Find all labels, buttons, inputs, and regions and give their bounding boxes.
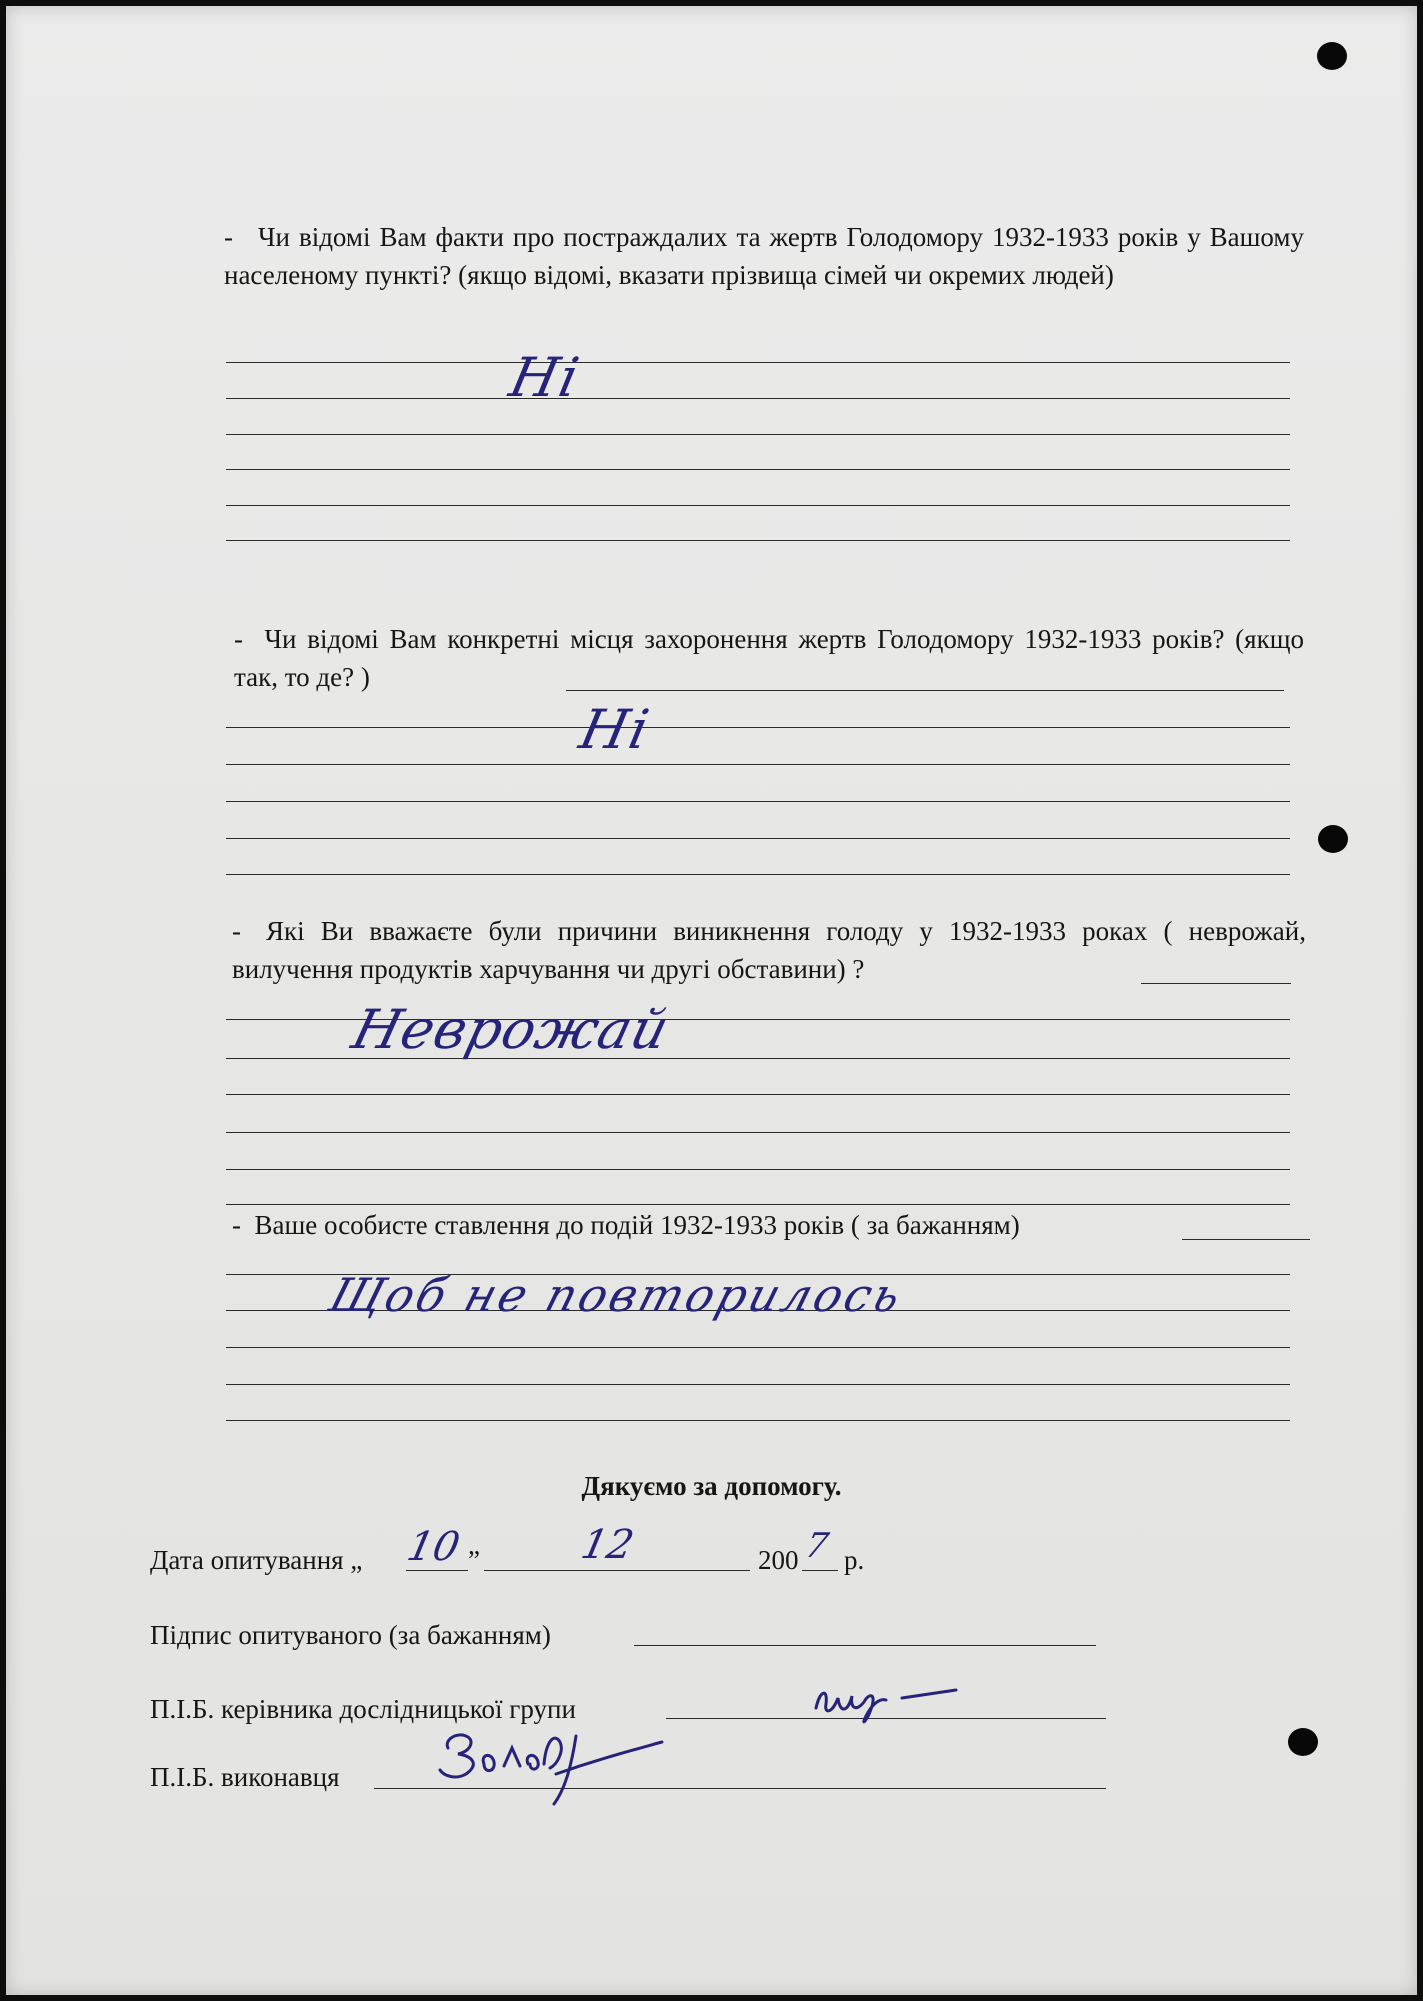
year-digit: 7 bbox=[801, 1526, 832, 1566]
question-1-text: Чи відомі Вам факти про постраждалих та жертв Голодомору 1932-1933 років у Вашому населеному пункті? (якщо відомі, вказати прізвища сімей чи окремих людей) bbox=[224, 222, 1304, 290]
answer-line bbox=[1182, 1239, 1310, 1240]
answer-line bbox=[226, 1169, 1290, 1170]
answer-line bbox=[226, 874, 1290, 875]
punch-hole bbox=[1318, 825, 1348, 853]
respondent-signature-line bbox=[634, 1645, 1096, 1646]
respondent-signature-label: Підпис опитуваного (за бажанням) bbox=[150, 1620, 551, 1650]
executor-label: П.І.Б. виконавця bbox=[150, 1762, 340, 1792]
open-quote: „ bbox=[350, 1545, 363, 1575]
group-leader-signature bbox=[806, 1668, 976, 1738]
answer-line bbox=[226, 838, 1290, 839]
executor-signature bbox=[426, 1712, 676, 1812]
year-line bbox=[802, 1570, 838, 1571]
answer-line bbox=[226, 398, 1290, 399]
answer-line bbox=[226, 1204, 1290, 1205]
question-3 bbox=[232, 912, 1306, 988]
question-1 bbox=[224, 218, 1304, 294]
questionnaire-page bbox=[6, 6, 1417, 1995]
punch-hole bbox=[1317, 42, 1347, 70]
group-leader-label: П.І.Б. керівника дослідницької групи bbox=[150, 1694, 576, 1724]
question-3-text: Які Ви вважаєте були причини виникнення голоду у 1932-1933 роках ( неврожай, вилучення продуктів харчування чи другі обставини) ? bbox=[232, 916, 1306, 984]
month-line bbox=[484, 1570, 750, 1571]
day-value: 10 bbox=[403, 1524, 464, 1570]
punch-hole bbox=[1288, 1728, 1318, 1756]
answer-line bbox=[226, 362, 1290, 363]
thank-you-heading: Дякуємо за допомогу. bbox=[581, 1471, 842, 1501]
question-dash: - bbox=[232, 916, 241, 946]
answer-line bbox=[226, 727, 1290, 728]
question-4-text: Ваше особисте ставлення до подій 1932-1933 років ( за бажанням) bbox=[254, 1210, 1020, 1240]
year-prefix: 200 bbox=[758, 1545, 799, 1575]
answer-line bbox=[226, 1094, 1290, 1095]
answer-line bbox=[226, 801, 1290, 802]
day-line bbox=[406, 1570, 468, 1571]
answer-line bbox=[226, 1384, 1290, 1385]
close-quote: ” bbox=[468, 1545, 480, 1575]
answer-line bbox=[226, 1132, 1290, 1133]
answer-line bbox=[1141, 983, 1291, 984]
date-label: Дата опитування bbox=[150, 1545, 344, 1575]
question-dash: - bbox=[234, 624, 243, 654]
answer-line bbox=[226, 540, 1290, 541]
answer-line bbox=[226, 1347, 1290, 1348]
answer-line bbox=[226, 1420, 1290, 1421]
question-4 bbox=[232, 1206, 1312, 1244]
question-2 bbox=[234, 620, 1304, 696]
answer-line bbox=[566, 690, 1284, 691]
question-2-answer: Ні bbox=[574, 698, 657, 761]
answer-line bbox=[226, 434, 1290, 435]
question-dash: - bbox=[232, 1210, 241, 1240]
answer-line bbox=[226, 469, 1290, 470]
question-3-answer: Неврожай bbox=[346, 998, 676, 1061]
survey-date-row bbox=[150, 1543, 362, 1577]
question-2-text: Чи відомі Вам конкретні місця захоронення жертв Голодомору 1932-1933 років? (якщо так, то де? ) bbox=[234, 624, 1305, 692]
question-1-answer: Ні bbox=[504, 346, 587, 409]
month-value: 12 bbox=[577, 1522, 638, 1568]
answer-line bbox=[226, 505, 1290, 506]
answer-line bbox=[226, 764, 1290, 765]
question-4-answer: Щоб не повторилось bbox=[323, 1268, 911, 1322]
question-dash: - bbox=[224, 222, 233, 252]
year-suffix: р. bbox=[844, 1545, 865, 1575]
